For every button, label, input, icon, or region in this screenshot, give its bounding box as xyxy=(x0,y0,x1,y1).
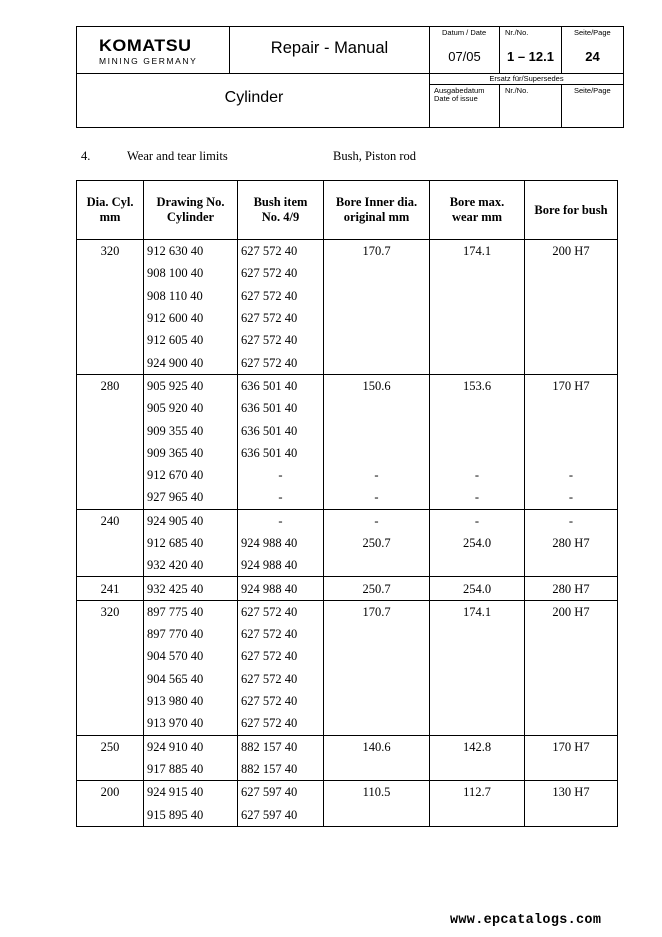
table-cell: 924 905 40 xyxy=(144,509,238,532)
table-cell: - xyxy=(430,509,525,532)
table-cell: 170 H7 xyxy=(525,735,618,758)
table-row xyxy=(77,668,618,690)
table-cell: 250 xyxy=(77,735,144,758)
table-cell: 153.6 xyxy=(430,374,525,397)
table-cell xyxy=(77,554,144,577)
table-cell xyxy=(77,486,144,509)
table-cell: - xyxy=(525,486,618,509)
table-cell xyxy=(525,307,618,329)
table-cell: 320 xyxy=(77,600,144,623)
table-cell: 912 685 40 xyxy=(144,532,238,554)
table-row xyxy=(77,577,618,600)
table-row xyxy=(77,442,618,464)
table-cell xyxy=(430,645,525,667)
table-row xyxy=(77,781,618,804)
supersedes-number-cell xyxy=(499,84,562,128)
table-cell: 280 xyxy=(77,374,144,397)
table-cell xyxy=(430,758,525,781)
table-cell: 627 572 40 xyxy=(238,623,324,645)
table-cell: - xyxy=(430,464,525,486)
table-cell: 912 670 40 xyxy=(144,464,238,486)
table-cell: 200 H7 xyxy=(525,600,618,623)
logo-subtext: MINING GERMANY xyxy=(99,56,198,66)
table-cell xyxy=(324,554,430,577)
table-cell: 627 572 40 xyxy=(238,668,324,690)
table-cell xyxy=(525,285,618,307)
column-header: Dia. Cyl. mm xyxy=(77,181,144,240)
table-cell xyxy=(324,758,430,781)
table-cell xyxy=(430,668,525,690)
table-cell xyxy=(77,645,144,667)
table-row xyxy=(77,554,618,577)
table-cell: 924 988 40 xyxy=(238,577,324,600)
table-cell xyxy=(430,803,525,826)
table-row xyxy=(77,374,618,397)
table-cell: 927 965 40 xyxy=(144,486,238,509)
table-row xyxy=(77,758,618,781)
table-cell xyxy=(525,419,618,441)
table-row xyxy=(77,712,618,735)
table-cell: - xyxy=(238,509,324,532)
table-row xyxy=(77,464,618,486)
table-cell xyxy=(324,419,430,441)
table-cell xyxy=(77,690,144,712)
table-row xyxy=(77,329,618,351)
table-row xyxy=(77,262,618,284)
wear-limits-table xyxy=(76,180,618,827)
table-cell xyxy=(430,285,525,307)
table-row xyxy=(77,285,618,307)
table-cell: 932 420 40 xyxy=(144,554,238,577)
table-cell xyxy=(324,351,430,374)
table-cell xyxy=(77,668,144,690)
supersedes-label: Ersatz für/Supersedes xyxy=(489,74,564,83)
table-cell xyxy=(525,262,618,284)
table-cell xyxy=(324,668,430,690)
logo-cell xyxy=(76,26,230,74)
table-cell: - xyxy=(525,464,618,486)
table-cell: 170 H7 xyxy=(525,374,618,397)
watermark: www.epcatalogs.com xyxy=(450,913,602,928)
issue-label-de: Ausgabedatum xyxy=(434,86,485,95)
table-cell xyxy=(77,419,144,441)
number-value: 1 – 12.1 xyxy=(507,49,554,64)
table-cell: 627 572 40 xyxy=(238,285,324,307)
table-cell: - xyxy=(324,486,430,509)
subject-cell xyxy=(76,73,430,128)
table-cell: 913 970 40 xyxy=(144,712,238,735)
table-cell xyxy=(324,397,430,419)
table-cell: 908 100 40 xyxy=(144,262,238,284)
table-row xyxy=(77,397,618,419)
table-cell: 905 925 40 xyxy=(144,374,238,397)
table-cell: 110.5 xyxy=(324,781,430,804)
table-cell: 636 501 40 xyxy=(238,419,324,441)
table-body xyxy=(77,240,618,827)
table-cell xyxy=(525,668,618,690)
table-cell: 200 H7 xyxy=(525,240,618,263)
table-cell: 627 597 40 xyxy=(238,803,324,826)
table-cell xyxy=(324,442,430,464)
table-cell: 627 572 40 xyxy=(238,240,324,263)
table-cell: 240 xyxy=(77,509,144,532)
table-cell: 140.6 xyxy=(324,735,430,758)
table-cell: 636 501 40 xyxy=(238,442,324,464)
table-row xyxy=(77,419,618,441)
table-cell: 627 572 40 xyxy=(238,329,324,351)
table-cell: 915 895 40 xyxy=(144,803,238,826)
table-cell xyxy=(430,329,525,351)
table-row xyxy=(77,351,618,374)
table-row xyxy=(77,690,618,712)
page-cell xyxy=(561,26,624,74)
issue-date-cell xyxy=(429,84,500,128)
table-cell xyxy=(430,419,525,441)
table-cell xyxy=(525,442,618,464)
table-cell: 170.7 xyxy=(324,600,430,623)
table-cell: 254.0 xyxy=(430,577,525,600)
table-cell: 932 425 40 xyxy=(144,577,238,600)
table-cell: 917 885 40 xyxy=(144,758,238,781)
table-cell xyxy=(77,464,144,486)
table-cell: 909 365 40 xyxy=(144,442,238,464)
table-row xyxy=(77,307,618,329)
table-cell xyxy=(77,758,144,781)
table-cell: - xyxy=(324,509,430,532)
table-cell: 280 H7 xyxy=(525,577,618,600)
section-number: 4. xyxy=(81,149,91,163)
table-cell xyxy=(77,623,144,645)
table-cell: 904 565 40 xyxy=(144,668,238,690)
table-cell: 627 572 40 xyxy=(238,351,324,374)
table-cell: 904 570 40 xyxy=(144,645,238,667)
table-cell xyxy=(77,262,144,284)
table-cell xyxy=(324,645,430,667)
supersedes-number-label: Nr./No. xyxy=(505,86,529,95)
column-header: Bore max. wear mm xyxy=(430,181,525,240)
table-row xyxy=(77,532,618,554)
title-cell xyxy=(229,26,430,74)
table-cell xyxy=(525,329,618,351)
column-header: Bush item No. 4/9 xyxy=(238,181,324,240)
date-label: Datum / Date xyxy=(442,28,487,37)
table-cell xyxy=(324,285,430,307)
table-cell: 241 xyxy=(77,577,144,600)
table-cell xyxy=(525,351,618,374)
table-cell: 636 501 40 xyxy=(238,374,324,397)
table-cell xyxy=(77,329,144,351)
table-cell: 882 157 40 xyxy=(238,735,324,758)
document-header xyxy=(76,26,624,128)
table-cell xyxy=(324,329,430,351)
table-cell xyxy=(430,262,525,284)
section-title: Wear and tear limits xyxy=(127,149,228,163)
column-header: Bore Inner dia. original mm xyxy=(324,181,430,240)
table-cell xyxy=(430,690,525,712)
table-row xyxy=(77,623,618,645)
table-cell: - xyxy=(525,509,618,532)
subject-title: Cylinder xyxy=(224,89,284,106)
table-cell xyxy=(430,351,525,374)
table-cell xyxy=(525,803,618,826)
table-cell xyxy=(430,397,525,419)
table-cell: 897 770 40 xyxy=(144,623,238,645)
table-cell: 174.1 xyxy=(430,240,525,263)
table-cell: 627 597 40 xyxy=(238,781,324,804)
date-cell xyxy=(429,26,500,74)
table-cell xyxy=(77,351,144,374)
table-cell xyxy=(430,307,525,329)
table-cell: 174.1 xyxy=(430,600,525,623)
table-cell xyxy=(525,690,618,712)
table-cell xyxy=(77,803,144,826)
page-value: 24 xyxy=(585,49,600,64)
table-row xyxy=(77,240,618,263)
table-cell: 908 110 40 xyxy=(144,285,238,307)
table-cell: - xyxy=(430,486,525,509)
column-header: Drawing No. Cylinder xyxy=(144,181,238,240)
table-cell xyxy=(77,397,144,419)
table-cell: 250.7 xyxy=(324,532,430,554)
table-cell xyxy=(430,442,525,464)
table-cell xyxy=(77,712,144,735)
table-cell xyxy=(525,758,618,781)
table-row xyxy=(77,600,618,623)
table-cell xyxy=(77,307,144,329)
table-cell: 882 157 40 xyxy=(238,758,324,781)
table-row xyxy=(77,486,618,509)
komatsu-logo: KOMATSU xyxy=(99,36,192,55)
number-label: Nr./No. xyxy=(505,28,529,37)
table-cell: 280 H7 xyxy=(525,532,618,554)
table-cell: 924 988 40 xyxy=(238,554,324,577)
table-row xyxy=(77,645,618,667)
table-row xyxy=(77,509,618,532)
table-cell xyxy=(430,712,525,735)
table-cell xyxy=(324,623,430,645)
table-header-row xyxy=(77,181,618,240)
table-cell xyxy=(77,532,144,554)
table-cell: 627 572 40 xyxy=(238,262,324,284)
table-cell: 627 572 40 xyxy=(238,307,324,329)
table-cell: 200 xyxy=(77,781,144,804)
page-label: Seite/Page xyxy=(574,28,611,37)
table-cell: 112.7 xyxy=(430,781,525,804)
supersedes-page-cell xyxy=(561,84,624,128)
table-cell: 170.7 xyxy=(324,240,430,263)
table-cell xyxy=(525,397,618,419)
table-cell: 627 572 40 xyxy=(238,600,324,623)
table-cell xyxy=(430,623,525,645)
table-cell: 636 501 40 xyxy=(238,397,324,419)
table-cell xyxy=(525,623,618,645)
doc-title: Repair - Manual xyxy=(270,39,389,57)
table-cell: 250.7 xyxy=(324,577,430,600)
table-cell xyxy=(525,712,618,735)
table-cell: 254.0 xyxy=(430,532,525,554)
table-cell: 924 915 40 xyxy=(144,781,238,804)
table-cell: 897 775 40 xyxy=(144,600,238,623)
table-cell: 150.6 xyxy=(324,374,430,397)
table-cell: - xyxy=(238,486,324,509)
table-row xyxy=(77,735,618,758)
table-cell xyxy=(525,554,618,577)
table-cell: 627 572 40 xyxy=(238,645,324,667)
table-cell: 130 H7 xyxy=(525,781,618,804)
table-cell: 924 910 40 xyxy=(144,735,238,758)
table-cell xyxy=(324,690,430,712)
column-header: Bore for bush xyxy=(525,181,618,240)
table-cell: 905 920 40 xyxy=(144,397,238,419)
table-cell: - xyxy=(324,464,430,486)
table-cell: 912 605 40 xyxy=(144,329,238,351)
table-cell: 627 572 40 xyxy=(238,712,324,735)
table-cell: 924 900 40 xyxy=(144,351,238,374)
number-cell xyxy=(499,26,562,74)
section-subtitle: Bush, Piston rod xyxy=(333,149,417,163)
table-cell: 913 980 40 xyxy=(144,690,238,712)
table-cell xyxy=(430,554,525,577)
table-cell xyxy=(324,262,430,284)
table-cell xyxy=(525,645,618,667)
date-value: 07/05 xyxy=(448,49,481,64)
table-cell: 142.8 xyxy=(430,735,525,758)
table-cell: 912 600 40 xyxy=(144,307,238,329)
table-row xyxy=(77,803,618,826)
issue-label-en: Date of issue xyxy=(434,94,478,103)
table-cell xyxy=(77,442,144,464)
table-cell: 627 572 40 xyxy=(238,690,324,712)
table-cell xyxy=(77,285,144,307)
table-cell: - xyxy=(238,464,324,486)
table-cell xyxy=(324,803,430,826)
table-cell: 320 xyxy=(77,240,144,263)
table-cell xyxy=(324,712,430,735)
table-cell: 924 988 40 xyxy=(238,532,324,554)
table-cell: 909 355 40 xyxy=(144,419,238,441)
table-cell: 912 630 40 xyxy=(144,240,238,263)
supersedes-page-label: Seite/Page xyxy=(574,86,611,95)
table-cell xyxy=(324,307,430,329)
